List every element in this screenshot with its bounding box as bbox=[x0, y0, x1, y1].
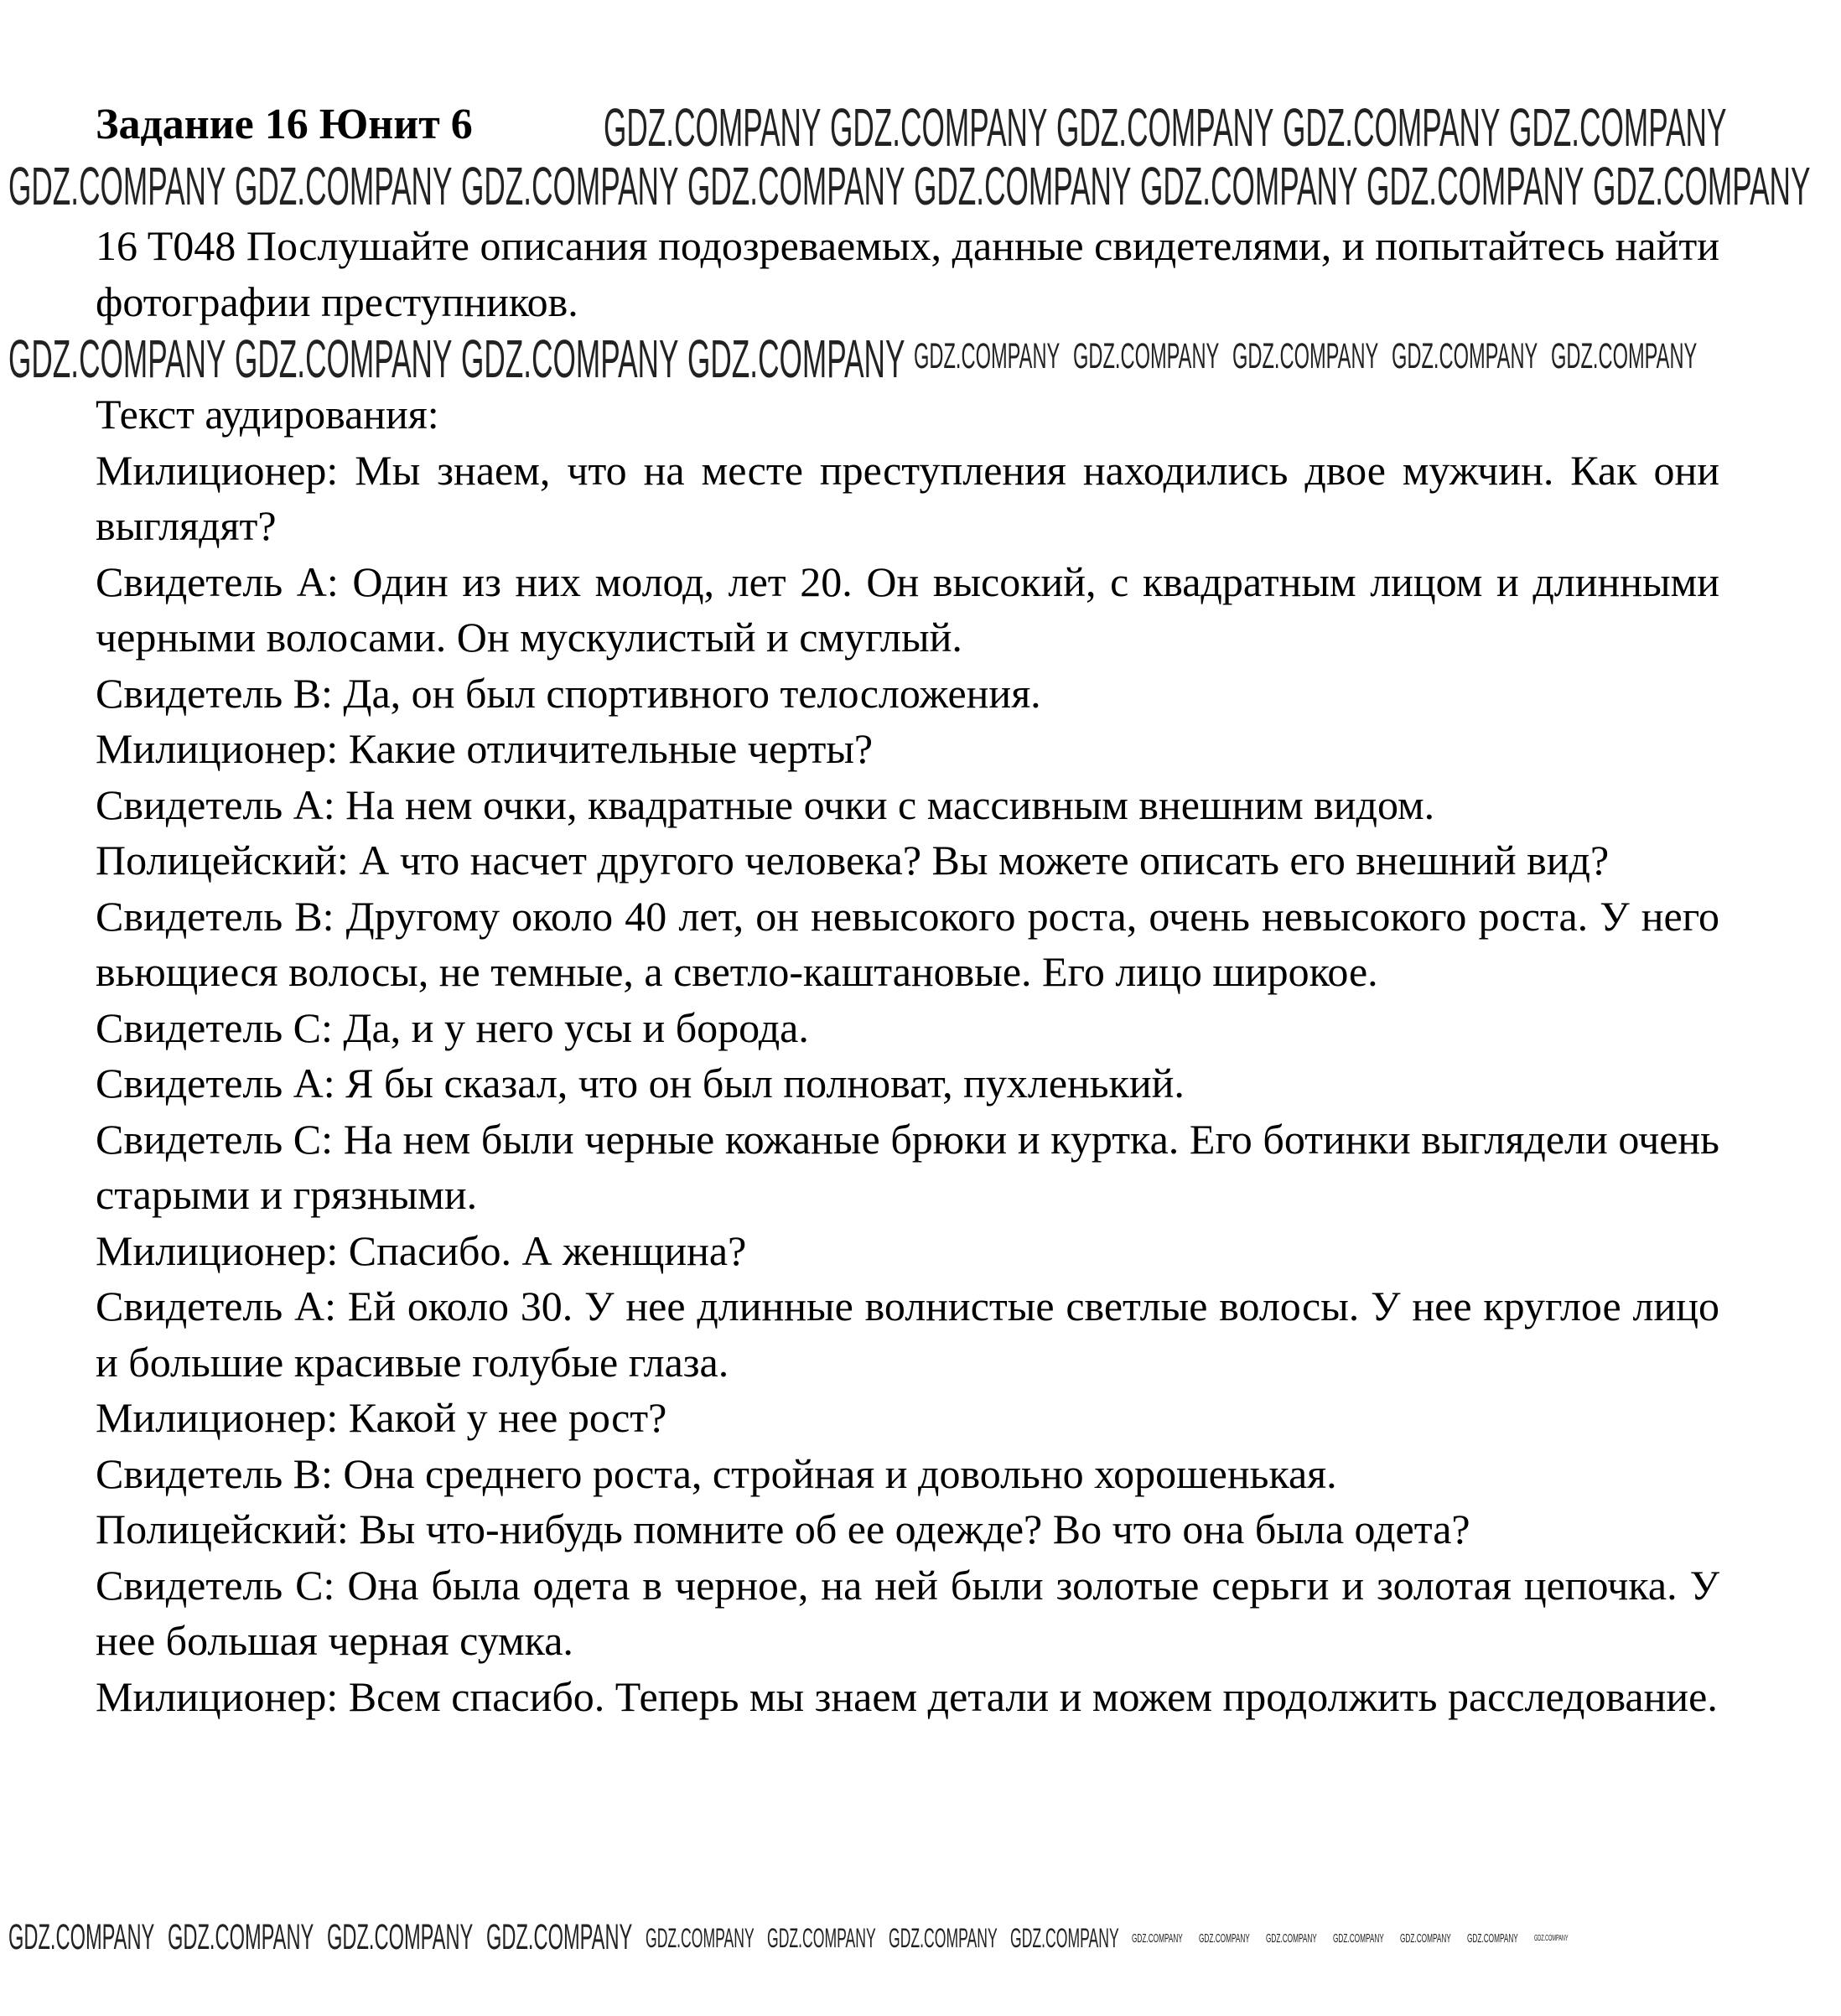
dialogue-line: Свидетель С: Да, и у него усы и борода. bbox=[96, 1003, 809, 1051]
watermark: GDZ.COMPANY bbox=[604, 97, 822, 158]
dialogue-line: Свидетель В: Другому около 40 лет, он невысокого роста, очень невысокого роста. У него вьющиеся волосы, не темные, а светло-каштановые. Его лицо широкое. bbox=[96, 892, 1719, 995]
dialogue-line: Полицейский: Вы что-нибудь помните об ее одежде? Во что она была одета? bbox=[96, 1506, 1470, 1552]
page-title: Задание 16 Юнит 6 bbox=[96, 101, 473, 148]
watermark: GDZ.COMPANY bbox=[1140, 156, 1358, 216]
dialogue-line: Полицейский: А что насчет другого человека? Вы можете описать его внешний вид? bbox=[96, 837, 1610, 884]
watermark: GDZ.COMPANY bbox=[1467, 1931, 1518, 1946]
dialogue-line: Милиционер: Какой у нее рост? bbox=[96, 1394, 667, 1441]
watermark: GDZ.COMPANY bbox=[235, 329, 453, 389]
watermark: GDZ.COMPANY bbox=[687, 329, 905, 389]
dialogue-line: Свидетель А: Один из них молод, лет 20. Он высокий, с квадратным лицом и длинными черными волосами. Он мускулистый и смуглый. bbox=[96, 557, 1719, 661]
watermark: GDZ.COMPANY bbox=[1199, 1931, 1250, 1946]
watermark: GDZ.COMPANY bbox=[1266, 1931, 1317, 1946]
listening-transcript bbox=[96, 386, 1719, 1724]
watermark: GDZ.COMPANY bbox=[1132, 1931, 1183, 1946]
task-text: 16 T048 Послушайте описания подозреваемых, данные свидетелями, и попытайтесь найти фотографии преступников. bbox=[96, 222, 1719, 325]
watermark: GDZ.COMPANY bbox=[1283, 97, 1501, 158]
watermark: GDZ.COMPANY bbox=[687, 156, 905, 216]
watermark: GDZ.COMPANY bbox=[1073, 336, 1220, 376]
dialogue-line: Свидетель В: Да, он был спортивного телосложения. bbox=[96, 669, 1041, 717]
watermark: GDZ.COMPANY bbox=[646, 1923, 755, 1953]
watermark: GDZ.COMPANY bbox=[461, 329, 679, 389]
watermark: GDZ.COMPANY bbox=[1400, 1931, 1451, 1946]
dialogue-line: Свидетель А: Я бы сказал, что он был полноват, пухленький. bbox=[96, 1060, 1185, 1106]
task-instruction bbox=[96, 218, 1719, 329]
watermark: GDZ.COMPANY bbox=[168, 1917, 314, 1957]
dialogue-line: Милиционер: Какие отличительные черты? bbox=[96, 725, 874, 772]
watermark: GDZ.COMPANY bbox=[8, 156, 226, 216]
watermark: GDZ.COMPANY bbox=[461, 156, 679, 216]
watermark: GDZ.COMPANY bbox=[1010, 1923, 1119, 1953]
watermark: GDZ.COMPANY bbox=[327, 1917, 474, 1957]
watermark: GDZ.COMPANY bbox=[486, 1917, 633, 1957]
watermark: GDZ.COMPANY bbox=[830, 97, 1048, 158]
watermark: GDZ.COMPANY bbox=[1333, 1931, 1384, 1946]
watermark: GDZ.COMPANY bbox=[1593, 156, 1811, 216]
watermark: GDZ.COMPANY bbox=[914, 336, 1061, 376]
watermark: GDZ.COMPANY bbox=[1366, 156, 1584, 216]
watermark: GDZ.COMPANY bbox=[8, 1917, 155, 1957]
watermark: GDZ.COMPANY bbox=[767, 1923, 876, 1953]
watermark: GDZ.COMPANY bbox=[1056, 97, 1274, 158]
listening-heading: Текст аудирования: bbox=[96, 391, 439, 438]
watermark: GDZ.COMPANY bbox=[889, 1923, 998, 1953]
watermark: GDZ.COMPANY bbox=[235, 156, 453, 216]
dialogue-line: Милиционер: Мы знаем, что на месте преступления находились двое мужчин. Как они выглядят? bbox=[96, 446, 1719, 549]
dialogue-line: Свидетель В: Она среднего роста, стройная и довольно хорошенькая. bbox=[96, 1449, 1337, 1497]
watermark: GDZ.COMPANY bbox=[1232, 336, 1379, 376]
dialogue-line: Свидетель А: Ей около 30. У нее длинные волнистые светлые волосы. У нее круглое лицо и большие красивые голубые глаза. bbox=[96, 1283, 1719, 1386]
dialogue-line: Милиционер: Спасибо. А женщина? bbox=[96, 1226, 747, 1274]
dialogue-line: Свидетель А: На нем очки, квадратные очки с массивным внешним видом. bbox=[96, 780, 1435, 828]
watermark: GDZ.COMPANY bbox=[8, 329, 226, 389]
dialogue-line: Свидетель С: На нем были черные кожаные брюки и куртка. Его ботинки выглядели очень старыми и грязными. bbox=[96, 1115, 1719, 1218]
watermark: GDZ.COMPANY bbox=[1551, 336, 1698, 376]
dialogue-line: Милиционер: Всем спасибо. Теперь мы знаем детали и можем продолжить расследование. bbox=[96, 1672, 1718, 1720]
dialogue-line: Свидетель С: Она была одета в черное, на ней были золотые серьги и золотая цепочка. У нее большая черная сумка. bbox=[96, 1561, 1719, 1664]
watermark: GDZ.COMPANY bbox=[914, 156, 1132, 216]
watermark: GDZ.COMPANY bbox=[1509, 97, 1727, 158]
watermark: GDZ.COMPANY bbox=[1392, 336, 1538, 376]
watermark: GDZ.COMPANY bbox=[1534, 1934, 1569, 1943]
